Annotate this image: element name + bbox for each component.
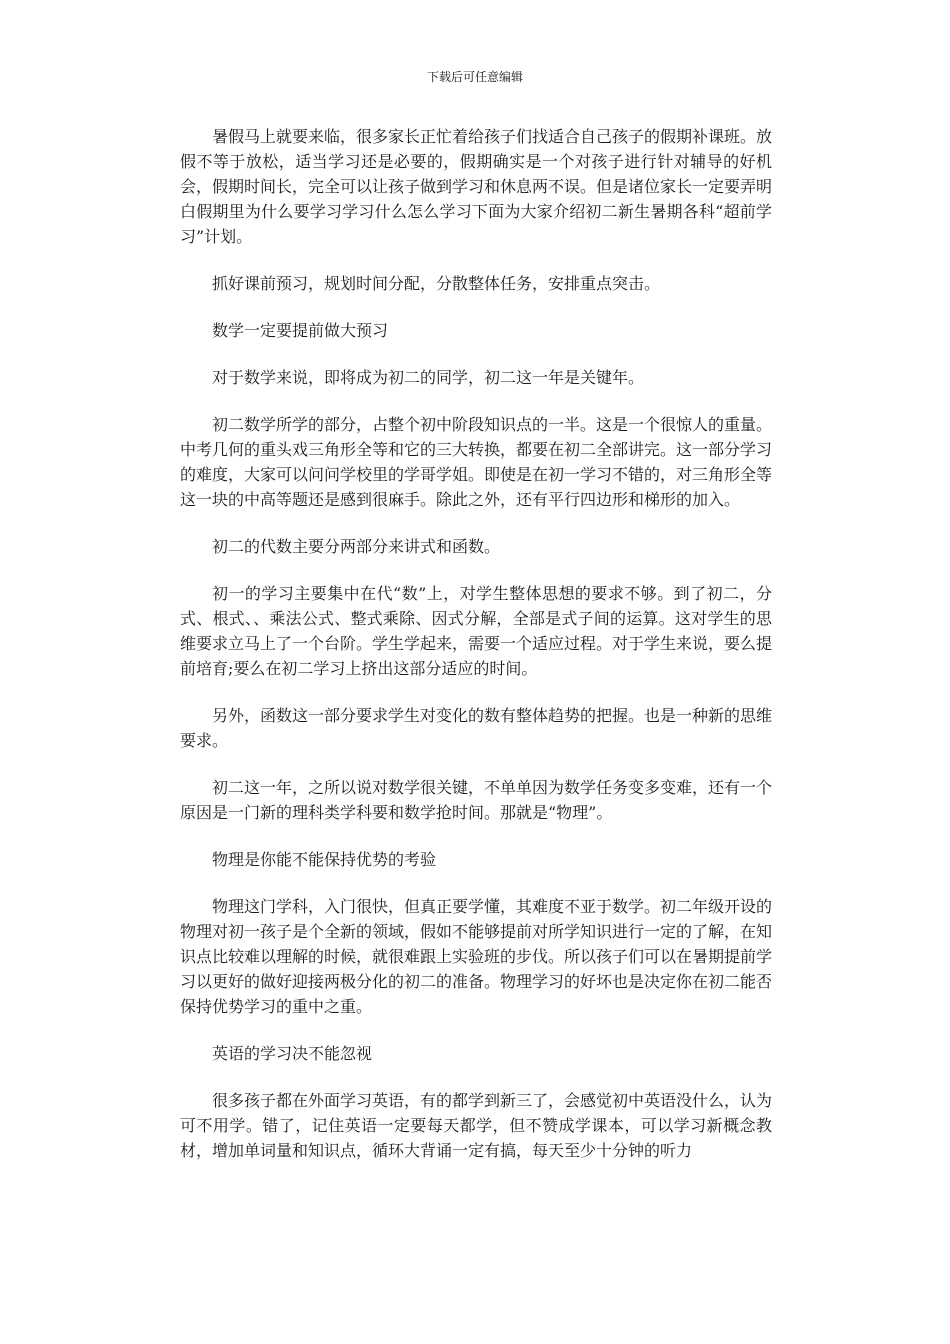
paragraph-physics: 物理这门学科，入门很快，但真正要学懂，其难度不亚于数学。初二年级开设的物理对初一孩子是个全新的领域，假如不能够提前对所学知识进行一定的了解，在知识点比较难以理解的时候，就很难跟上实验班的步伐。所以孩子们可以在暑期提前学习以更好的做好迎接两极分化的初二的准备。物理学习的好坏也是决定你在初二能否保持优势学习的重中之重。 [180,897,773,1016]
paragraph-math-functions: 另外，函数这一部分要求学生对变化的数有整体趋势的把握。也是一种新的思维要求。 [180,706,773,750]
paragraph-math-physics: 初二这一年，之所以说对数学很关键，不单单因为数学任务变多变难，还有一个原因是一门新的理科类学科要和数学抢时间。那就是“物理”。 [180,778,773,822]
paragraph-math-algebra: 初二的代数主要分两部分来讲式和函数。 [212,537,501,556]
heading-english: 英语的学习决不能忽视 [212,1044,373,1063]
paragraph-math-expressions: 初一的学习主要集中在代“数”上，对学生整体思想的要求不够。到了初二，分式、根式、、乘法公式、整式乘除、因式分解，全部是式子间的运算。这对学生的思维要求立马上了一个台阶。学生学起来，需要一个适应过程。对于学生来说，要么提前培育;要么在初二学习上挤出这部分适应的时间。 [180,584,773,678]
page-header: 下载后可任意编辑 [426,70,523,84]
heading-math: 数学一定要提前做大预习 [212,321,389,340]
paragraph-math-key-year: 对于数学来说，即将成为初二的同学，初二这一年是关键年。 [212,368,645,387]
document-body [180,124,772,1185]
paragraph-preview-tips: 抓好课前预习，规划时间分配，分散整体任务，安排重点突击。 [212,274,661,293]
paragraph-english: 很多孩子都在外面学习英语，有的都学到新三了，会感觉初中英语没什么，认为可不用学。错了，记住英语一定要每天都学，但不赞成学课本，可以学习新概念教材，增加单词量和知识点，循环大背诵一定有搞，每天至少十分钟的听力 [180,1091,773,1160]
paragraph-intro: 暑假马上就要来临，很多家长正忙着给孩子们找适合自己孩子的假期补课班。放假不等于放松，适当学习还是必要的，假期确实是一个对孩子进行针对辅导的好机会，假期时间长，完全可以让孩子做到学习和休息两不误。但是诸位家长一定要弄明白假期里为什么要学习学习什么怎么学习下面为大家介绍初二新生暑期各科“超前学习”计划。 [180,127,773,246]
heading-physics: 物理是你能不能保持优势的考验 [212,850,437,869]
paragraph-math-geometry: 初二数学所学的部分，占整个初中阶段知识点的一半。这是一个很惊人的重量。中考几何的重头戏三角形全等和它的三大转换，都要在初二全部讲完。这一部分学习的难度，大家可以问问学校里的学哥学姐。即使是在初一学习不错的，对三角形全等这一块的中高等题还是感到很麻手。除此之外，还有平行四边形和梯形的加入。 [180,415,773,509]
